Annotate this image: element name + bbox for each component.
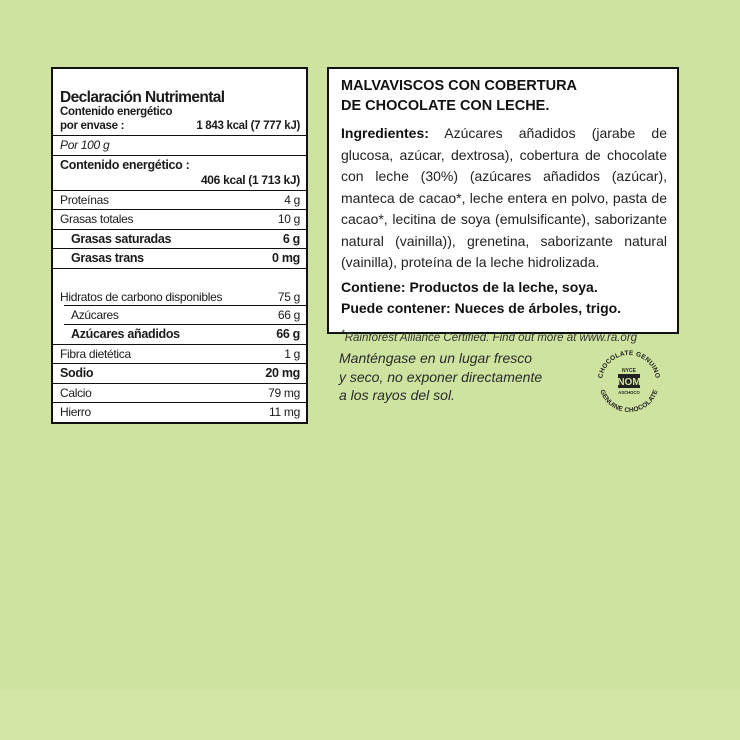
badge-aschoco: ASCHOCO	[618, 390, 640, 395]
envase-label: por envase :	[60, 120, 125, 132]
cert-mark: *	[341, 327, 345, 339]
nutrient-value: 0 mg	[272, 251, 300, 265]
ingredients-list: Azúcares añadidos (jarabe de glucosa, azúcar, dextrosa), cobertura de chocolate con leche (30%) (azúcares añadidos (azúcar), manteca de cacao*, leche entera en polvo, pasta de cacao*, lecitina de soya (emulsificante), saborizante natural (vainilla)), grenetina, saborizante natural (vainilla), proteína de la leche hidrolizada.	[341, 125, 667, 270]
nutrient-value: 79 mg	[268, 385, 300, 400]
nutrient-row-fibra	[53, 344, 306, 364]
genuine-chocolate-badge	[591, 344, 667, 420]
nutrient-label: Calcio	[60, 385, 92, 400]
ingredients-label: Ingredientes:	[341, 125, 429, 141]
nutrient-row-hierro	[53, 402, 306, 422]
nutrient-label: Azúcares añadidos	[71, 327, 180, 341]
envase-row	[53, 119, 306, 135]
nutrition-table	[51, 67, 308, 424]
cert-text: Rainforest Alliance Certified. Find out more at www.ra.org	[344, 331, 638, 344]
product-line-1: MALVAVISCOS CON COBERTURA	[341, 78, 578, 94]
storage-line-3: a los rayos del sol.	[339, 387, 455, 403]
nutrient-row-trans	[53, 248, 306, 268]
nutrient-value: 1 g	[284, 346, 300, 361]
nutrient-label: Hidratos de carbono disponibles	[60, 289, 223, 304]
energy-row	[53, 155, 306, 190]
energy-label: Contenido energético	[60, 106, 173, 118]
nutrient-value: 66 g	[277, 307, 300, 322]
per100-label: Por 100 g	[60, 138, 110, 152]
nutrient-value: 75 g	[277, 289, 300, 304]
nutrient-value: 6 g	[282, 231, 300, 246]
nutrient-label: Grasas totales	[60, 212, 134, 226]
ingredients-panel	[327, 67, 679, 344]
ingredients-text	[341, 123, 667, 274]
product-name	[341, 76, 667, 116]
badge-nyce: NYCE	[622, 368, 636, 374]
energy2-label: Contenido energético :	[60, 157, 190, 172]
nutrient-label: Grasas saturadas	[71, 231, 172, 246]
energy2-value: 406 kcal (1 713 kJ)	[200, 172, 300, 187]
nutrition-title: Declaración Nutrimental	[60, 89, 225, 106]
per100-row	[53, 135, 306, 155]
nutrient-label: Sodio	[60, 366, 94, 380]
nutrient-value: 20 mg	[265, 366, 300, 380]
nutrient-row-azucares	[64, 305, 306, 325]
nutrient-label: Azúcares	[71, 307, 119, 322]
storage-line-2: y seco, no exponer directamente	[339, 368, 543, 385]
storage-instructions	[339, 349, 579, 405]
nutrient-row-proteinas	[53, 190, 306, 210]
nutrient-row-hidratos	[53, 268, 306, 305]
nutrient-label: Hierro	[60, 405, 91, 419]
nutrient-row-sodio	[53, 363, 306, 383]
nutrient-value: 10 g	[277, 212, 300, 226]
badge-top-text: CHOCOLATE GENUINO	[597, 349, 661, 380]
badge-bottom-text: GENUINE CHOCOLATE	[598, 388, 660, 415]
nutrient-row-grasas	[53, 209, 306, 229]
nutrient-label: Proteínas	[60, 192, 109, 207]
may-contain-text: Puede contener: Nueces de árboles, trigo.	[341, 299, 622, 316]
product-line-2: DE CHOCOLATE CON LECHE.	[341, 98, 550, 114]
bottom-band	[0, 690, 740, 740]
nutrient-row-calcio	[53, 383, 306, 403]
envase-value: 1 843 kcal (7 777 kJ)	[196, 120, 300, 132]
certification-note	[341, 327, 667, 345]
nutrient-row-anadidos	[64, 324, 306, 344]
nutrient-value: 11 mg	[269, 405, 300, 419]
nutrient-label: Grasas trans	[71, 251, 144, 265]
nutrient-label: Fibra dietética	[60, 346, 131, 361]
storage-line-1: Manténgase en un lugar fresco	[339, 350, 533, 366]
badge-nom: NOM	[617, 377, 641, 388]
nutrient-value: 4 g	[284, 192, 300, 207]
nutrient-row-saturadas	[53, 229, 306, 249]
nutrient-value: 66 g	[276, 327, 300, 341]
contains-text: Contiene: Productos de la leche, soya.	[341, 278, 598, 295]
